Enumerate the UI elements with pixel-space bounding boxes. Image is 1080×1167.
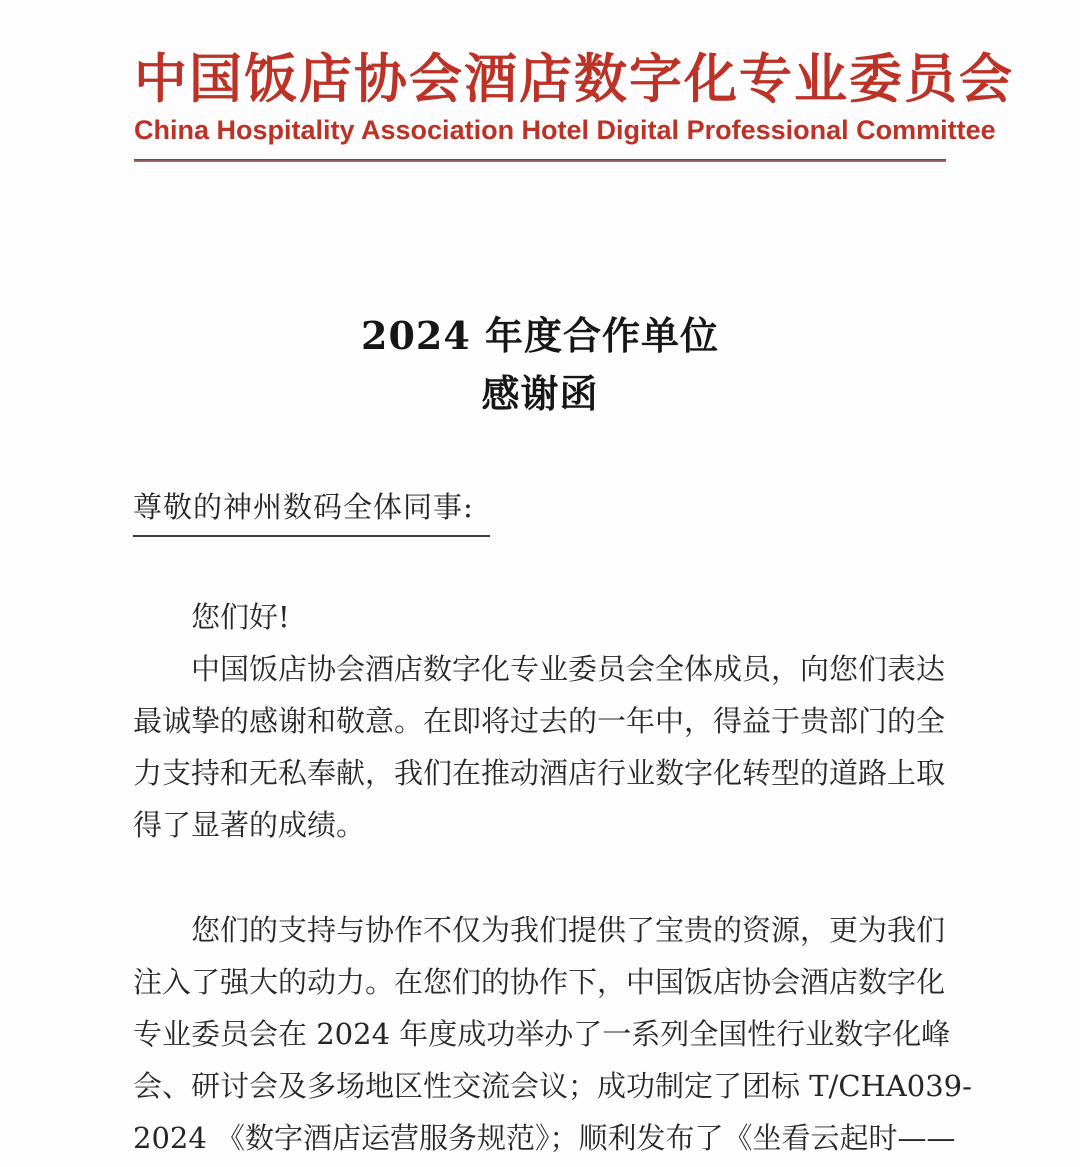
body-line: 专业委员会在 2024 年度成功举办了一系列全国性行业数字化峰 — [133, 1017, 951, 1051]
letterhead — [134, 0, 1014, 162]
letter-body — [133, 591, 972, 1164]
body-line: 会、研讨会及多场地区性交流会议；成功制定了团标 T/CHA039- — [133, 1069, 972, 1103]
letter-content — [0, 486, 1080, 1164]
body-paragraph-greeting — [133, 591, 940, 643]
letterhead-title-chinese: 中国饭店协会酒店数字化专业委员会 — [134, 48, 1014, 110]
body-line: 得了显著的成绩。 — [133, 808, 366, 842]
body-line: 注入了强大的动力。在您们的协作下，中国饭店协会酒店数字化 — [133, 965, 946, 999]
letter-title-line1: 2024 年度合作单位 — [361, 313, 719, 358]
body-paragraph-thanks — [133, 643, 946, 851]
body-line: 2024 《数字酒店运营服务规范》；顺利发布了《坐看云起时—— — [133, 1121, 956, 1155]
salutation: 尊敬的神州数码全体同事: — [133, 486, 490, 537]
letter-title — [0, 307, 1080, 423]
letter-title-line2: 感谢函 — [481, 371, 599, 416]
body-line: 最诚挚的感谢和敬意。在即将过去的一年中，得益于贵部门的全 — [133, 704, 946, 738]
letterhead-divider — [134, 159, 946, 162]
body-paragraph-achievements — [133, 904, 972, 1164]
body-line: 中国饭店协会酒店数字化专业委员会全体成员，向您们表达 — [191, 652, 946, 686]
body-line: 您们的支持与协作不仅为我们提供了宝贵的资源，更为我们 — [191, 913, 946, 947]
body-line: 力支持和无私奉献，我们在推动酒店行业数字化转型的道路上取 — [133, 756, 946, 790]
salutation-row — [133, 486, 940, 537]
letterhead-title-english: China Hospitality Association Hotel Digital Professional Committee — [134, 115, 996, 145]
body-line: 您们好! — [191, 600, 290, 634]
